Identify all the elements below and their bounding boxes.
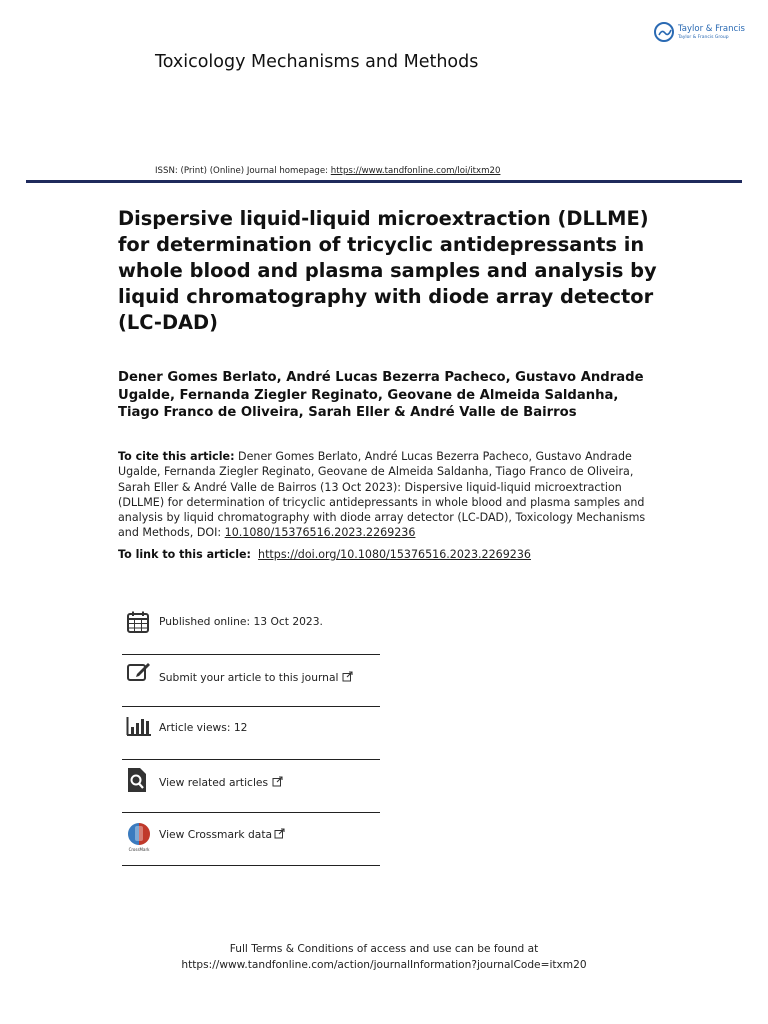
citation — [118, 449, 658, 541]
published-online-label: Published online: 13 Oct 2023. — [159, 615, 323, 628]
related-articles-link[interactable]: View related articles — [159, 776, 269, 789]
link-label: To link to this article: — [118, 548, 251, 561]
related-search-icon — [126, 767, 152, 793]
meta-divider — [122, 706, 380, 707]
meta-divider — [122, 812, 380, 813]
publisher-name: Taylor & Francis — [678, 24, 745, 34]
article-title: Dispersive liquid-liquid microextraction (DLLME) for determination of tricyclic antidepressants in whole blood and plasma samples and analysis by liquid chromatography with diode array detector (LC-DAD) — [118, 207, 657, 334]
calendar-icon — [126, 610, 152, 636]
publisher-logo — [654, 22, 754, 48]
article-authors: Dener Gomes Berlato, André Lucas Bezerra Pacheco, Gustavo Andrade Ugalde, Fernanda Ziegler Reginato, Geovane de Almeida Saldanha, Tiago Franco de Oliveira, Sarah Eller & André Valle de Bairros — [118, 370, 644, 420]
related-articles-row[interactable] — [122, 766, 380, 818]
article-views-row — [122, 713, 380, 765]
article-views-label: Article views: 12 — [159, 721, 248, 734]
crossmark-row[interactable] — [122, 819, 380, 871]
article-link-line — [118, 548, 531, 561]
meta-divider — [122, 654, 380, 655]
terms-footer — [0, 942, 768, 973]
terms-url-link[interactable]: https://www.tandfonline.com/action/journalInformation?journalCode=itxm20 — [181, 958, 587, 971]
header-rule — [26, 180, 742, 183]
external-link-icon — [342, 671, 353, 682]
issn-line — [155, 166, 500, 176]
crossmark-icon — [124, 822, 154, 852]
publisher-group: Taylor & Francis Group — [678, 35, 729, 40]
published-online-row — [122, 607, 380, 659]
meta-divider — [122, 759, 380, 760]
doi-link[interactable]: 10.1080/15376516.2023.2269236 — [224, 526, 416, 540]
cite-label: To cite this article: — [118, 450, 235, 463]
meta-divider — [122, 865, 380, 866]
journal-title: Toxicology Mechanisms and Methods — [155, 52, 479, 72]
publisher-logo-icon — [654, 22, 674, 42]
article-doi-url-link[interactable]: https://doi.org/10.1080/15376516.2023.2269236 — [258, 548, 531, 561]
edit-icon — [126, 661, 152, 687]
bar-chart-icon — [126, 715, 152, 741]
submit-article-link[interactable]: Submit your article to this journal — [159, 671, 339, 684]
cite-text: Dener Gomes Berlato, André Lucas Bezerra Pacheco, Gustavo Andrade Ugalde, Fernanda Ziegler Reginato, Geovane de Almeida Saldanha, Tiago Franco de Oliveira, Sarah Eller & André Valle de Bairros (13 Oct 2023): Dispersive liquid-liquid microextraction (DLLME) for determination of tricyclic antidepressants in whole blood and plasma samples and analysis by liquid chromatography with diode array detector (LC-DAD), Toxicology Mechanisms and Methods, DOI: — [118, 450, 646, 540]
crossmark-logo-text: CrossMark — [128, 847, 150, 852]
external-link-icon — [274, 828, 285, 839]
terms-line: Full Terms & Conditions of access and use can be found at — [229, 943, 539, 955]
external-link-icon — [272, 776, 283, 787]
journal-homepage-link[interactable]: https://www.tandfonline.com/loi/itxm20 — [330, 166, 501, 176]
issn-text: ISSN: (Print) (Online) Journal homepage: — [155, 166, 331, 176]
crossmark-link[interactable]: View Crossmark data — [159, 828, 273, 841]
